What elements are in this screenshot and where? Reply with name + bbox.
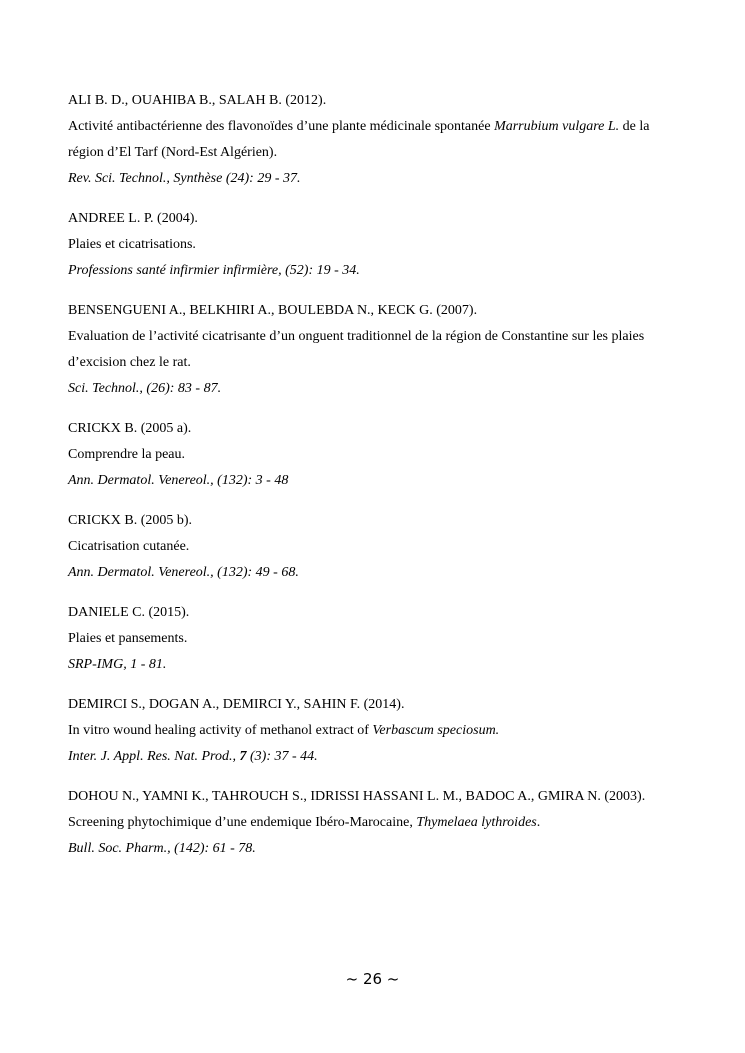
reference-source xyxy=(68,560,688,586)
reference-authors: DOHOU N., YAMNI K., TAHROUCH S., IDRISSI HASSANI L. M., BADOC A., GMIRA N. (2003). xyxy=(68,789,646,804)
title-text: Activité antibactérienne des flavonoïdes d’une plante médicinale spontanée xyxy=(68,119,495,134)
reference-title xyxy=(68,626,688,652)
reference-title xyxy=(68,810,688,836)
reference-entry xyxy=(68,692,688,770)
species-name: Marrubium vulgare L. xyxy=(494,119,620,134)
reference-source xyxy=(68,468,688,494)
reference-authors: DANIELE C. (2015). xyxy=(68,605,190,620)
reference-title xyxy=(68,114,688,166)
species-name: Thymelaea lythroides xyxy=(416,815,537,830)
source-text: SRP-IMG, 1 - 81. xyxy=(68,657,167,672)
title-text: In vitro wound healing activity of methanol extract of xyxy=(68,723,373,738)
title-text: . xyxy=(536,815,541,830)
reference-authors: CRICKX B. (2005 a). xyxy=(68,421,192,436)
source-text: Sci. Technol., (26): 83 - 87. xyxy=(68,381,222,396)
reference-authors: ALI B. D., OUAHIBA B., SALAH B. (2012). xyxy=(68,93,327,108)
source-text: (3): 37 - 44. xyxy=(246,749,318,764)
reference-entry xyxy=(68,784,688,862)
title-text: Evaluation de l’activité cicatrisante d’un onguent traditionnel de la région de Constantine sur les plaies d’excision chez le rat. xyxy=(68,329,645,370)
reference-title xyxy=(68,718,688,744)
reference-entry xyxy=(68,508,688,586)
title-text: Cicatrisation cutanée. xyxy=(68,539,190,554)
reference-list xyxy=(68,88,688,876)
reference-title xyxy=(68,232,688,258)
reference-entry xyxy=(68,298,688,402)
reference-entry xyxy=(68,416,688,494)
title-text: Plaies et cicatrisations. xyxy=(68,237,196,252)
reference-source xyxy=(68,166,688,192)
reference-source xyxy=(68,652,688,678)
reference-source xyxy=(68,836,688,862)
reference-source xyxy=(68,744,688,770)
species-name: Verbascum speciosum. xyxy=(372,723,500,738)
reference-entry xyxy=(68,600,688,678)
source-text: Inter. J. Appl. Res. Nat. Prod., xyxy=(68,749,240,764)
volume-number: 7 xyxy=(239,749,247,764)
title-text: Comprendre la peau. xyxy=(68,447,186,462)
reference-authors: ANDREE L. P. (2004). xyxy=(68,211,198,226)
reference-source xyxy=(68,376,688,402)
source-text: Bull. Soc. Pharm., (142): 61 - 78. xyxy=(68,841,256,856)
source-text: Professions santé infirmier infirmière, (52): 19 - 34. xyxy=(68,263,360,278)
title-text: de la région d’El Tarf (Nord-Est Algérien). xyxy=(68,119,650,160)
reference-source xyxy=(68,258,688,284)
reference-entry xyxy=(68,206,688,284)
reference-authors: CRICKX B. (2005 b). xyxy=(68,513,193,528)
source-text: Ann. Dermatol. Venereol., (132): 49 - 68. xyxy=(68,565,299,580)
source-text: Ann. Dermatol. Venereol., (132): 3 - 48 xyxy=(68,473,289,488)
reference-title xyxy=(68,534,688,560)
source-text: Rev. Sci. Technol., Synthèse (24): 29 - 37. xyxy=(68,171,301,186)
title-text: Screening phytochimique d’une endemique Ibéro-Marocaine, xyxy=(68,815,417,830)
title-text: Plaies et pansements. xyxy=(68,631,188,646)
reference-authors: DEMIRCI S., DOGAN A., DEMIRCI Y., SAHIN F. (2014). xyxy=(68,697,405,712)
reference-authors: BENSENGUENI A., BELKHIRI A., BOULEBDA N., KECK G. (2007). xyxy=(68,303,478,318)
page-number: ~ 26 ~ xyxy=(345,970,400,988)
reference-title xyxy=(68,442,688,468)
reference-title xyxy=(68,324,688,376)
reference-entry xyxy=(68,88,688,192)
